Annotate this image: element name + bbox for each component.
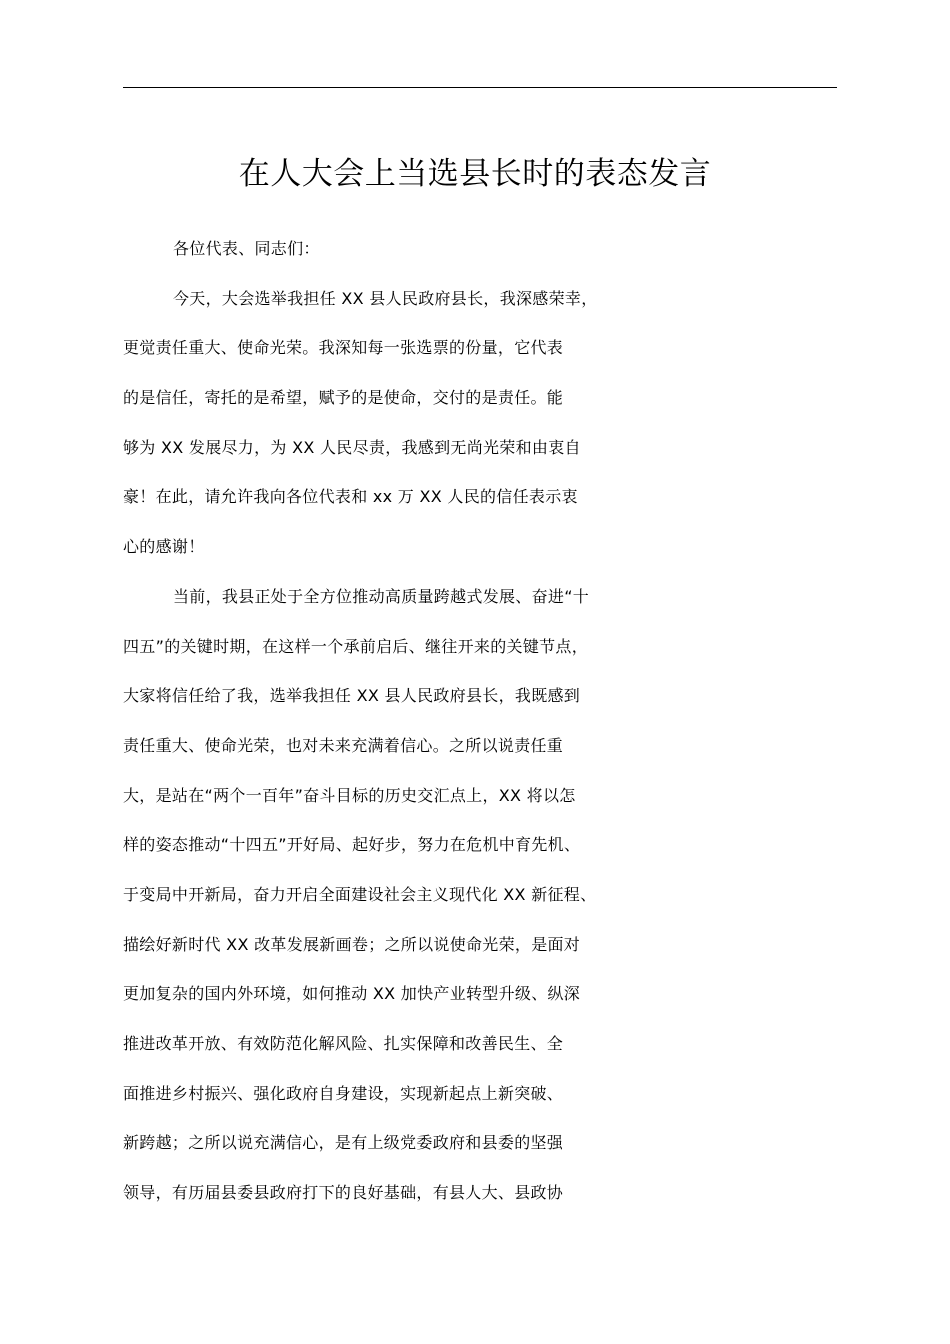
body-line: 于变局中开新局，奋力开启全面建设社会主义现代化 XX 新征程、 xyxy=(123,884,597,904)
document-title: 在人大会上当选县长时的表态发言 xyxy=(238,156,712,192)
body-line: 更觉责任重大、使命光荣。我深知每一张选票的份量，它代表 xyxy=(123,338,564,358)
body-line: 更加复杂的国内外环境，如何推动 XX 加快产业转型升级、纵深 xyxy=(123,984,581,1004)
body-line: 责任重大、使命光荣，也对未来充满着信心。之所以说责任重 xyxy=(123,735,564,755)
body-line: 描绘好新时代 XX 改革发展新画卷；之所以说使命光荣，是面对 xyxy=(123,934,581,954)
body-line: 大，是站在“两个一百年”奋斗目标的历史交汇点上，XX 将以怎 xyxy=(123,785,576,805)
document-body xyxy=(123,224,863,1218)
body-line: 当前，我县正处于全方位推动高质量跨越式发展、奋进“十 xyxy=(173,586,590,606)
body-line: 各位代表、同志们： xyxy=(173,239,320,258)
body-line: 四五”的关键时期，在这样一个承前启后、继往开来的关键节点， xyxy=(123,636,588,656)
header-rule xyxy=(123,87,837,88)
body-line: 面推进乡村振兴、强化政府自身建设，实现新起点上新突破、 xyxy=(123,1083,564,1103)
body-line: 的是信任，寄托的是希望，赋予的是使命，交付的是责任。能 xyxy=(123,388,564,408)
body-line: 心的感谢！ xyxy=(123,537,205,557)
body-line: 今天，大会选举我担任 XX 县人民政府县长，我深感荣幸， xyxy=(173,288,598,308)
body-line: 领导，有历届县委县政府打下的良好基础，有县人大、县政协 xyxy=(123,1183,564,1203)
body-line: 大家将信任给了我，选举我担任 XX 县人民政府县长，我既感到 xyxy=(123,686,581,706)
body-line: 够为 XX 发展尽力，为 XX 人民尽责，我感到无尚光荣和由衷自 xyxy=(123,437,581,457)
body-line: 豪！在此，请允许我向各位代表和 xx 万 XX 人民的信任表示衷 xyxy=(123,487,578,507)
body-line: 推进改革开放、有效防范化解风险、扎实保障和改善民生、全 xyxy=(123,1034,564,1053)
body-line: 样的姿态推动“十四五”开好局、起好步，努力在危机中育先机、 xyxy=(123,835,581,855)
body-line: 新跨越；之所以说充满信心，是有上级党委政府和县委的坚强 xyxy=(123,1133,564,1153)
